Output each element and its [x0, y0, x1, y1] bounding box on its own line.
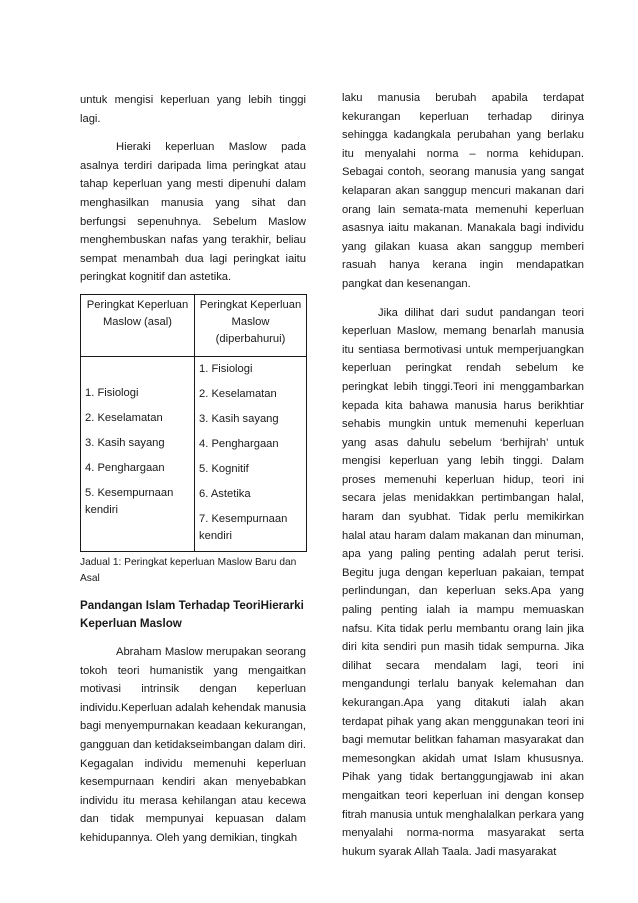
paragraph-perspective: Jika dilihat dari sudut pandangan teori keperluan Maslow, memang benarlah manusia itu sentiasa bermotivasi untuk memperjuangkan keperluan peringkat rendah sebelum ke peringkat lebih tinggi.Teori ini menggambarkan kepada kita bahawa manusia harus berikhtiar sehabis mungkin untuk memenuhi keperluan yang asas dahulu sebelum ‘berhijrah’ untuk mengisi keperluan yang lebih tinggi. Dalam proses memenuhi keperluan hidup, teori ini secara jelas menidakkan pertimbangan halal, haram dan syubhat. Tidak perlu memikirkan halal atau haram dalam makanan dan minuman, apa yang paling penting adalah perut terisi. Begitu juga dengan keperluan pakaian, tempat perlindungan, dan keperluan seks.Apa yang paling penting ialah ia mampu memuaskan nafsu. Kita tidak perlu membantu orang lain jika diri kita sendiri pun masih tidak sempurna. Jika dilihat secara mendalam lagi, teori ini mengandungi terlalu banyak kelemahan dan kekurangan.Apa yang ditakuti ialah akan terdapat pihak yang akan menggunakan teori ini bagi memutar belitkan fahaman masyarakat dan memesongkan akidah umat Islam khususnya. Pihak yang tidak bertanggungjawab ini akan mengaitkan teori keperluan ini dengan konsep fitrah manusia untuk menghalalkan perkara yang menyalahi norma-norma masyarakat serta hukum syarak Allah Taala. Jadi masyarakat — [342, 306, 584, 858]
paragraph-abraham-maslow: Abraham Maslow merupakan seorang tokoh teori humanistik yang mengaitkan motivasi intrinsik dengan keperluan individu.Keperluan adalah kehendak manusia bagi menyempurnakan keadaan kekurangan, gangguan dan ketidakseimbangan dalam diri. Kegagalan individu memenuhi keperluan kesempurnaan kendiri akan menyebabkan individu itu merasa kehilangan atau kecewa dan tidak mempunyai kepuasan dalam kehidupannya. Oleh yang demikian, tingkah — [80, 645, 306, 844]
maslow-table — [80, 294, 307, 552]
section-heading: Pandangan Islam Terhadap TeoriHierarki Keperluan Maslow — [80, 598, 304, 630]
list-item: 7. Kesempurnaan kendiri — [199, 512, 288, 542]
list-item: 2. Keselamatan — [199, 387, 277, 400]
list-item: 3. Kasih sayang — [199, 412, 279, 425]
list-item: 6. Astetika — [199, 487, 251, 500]
list-item: 1. Fisiologi — [85, 386, 139, 399]
list-item: 4. Penghargaan — [85, 461, 165, 474]
table-caption: Jadual 1: Peringkat keperluan Maslow Baru dan Asal — [80, 556, 297, 584]
paragraph-hierarchy: Hieraki keperluan Maslow pada asalnya terdiri daripada lima peringkat atau tahap keperluan yang mesti dipenuhi dalam menghasilkan manusia yang sihat dan berfungsi sepenuhnya. Sebelum Maslow menghembuskan nafas yang terakhir, beliau sempat menambah dua lagi peringkat iaitu peringkat kognitif dan astetika. — [80, 141, 306, 284]
list-item: 4. Penghargaan — [199, 437, 279, 450]
right-column — [342, 89, 584, 861]
table-header-revised: Peringkat Keperluan Maslow (diperbahurui) — [195, 294, 307, 356]
list-item: 5. Kesempurnaan kendiri — [85, 486, 174, 516]
list-item: 1. Fisiologi — [199, 362, 253, 375]
list-item: 3. Kasih sayang — [85, 436, 165, 449]
table-row — [81, 356, 307, 551]
paragraph-continuation: untuk mengisi keperluan yang lebih tinggi lagi. — [80, 94, 306, 125]
left-column — [80, 91, 306, 847]
list-item: 2. Keselamatan — [85, 411, 163, 424]
paragraph-behaviour: laku manusia berubah apabila terdapat kekurangan keperluan terhadap dirinya sehingga kadangkala perubahan yang berlaku itu menyalahi norma – norma kehidupan. Sebagai contoh, seorang manusia yang sangat kelaparan akan sanggup mencuri makanan dari orang lain semata-mata memenuhi keperluan asasnya iaitu makanan. Manakala bagi individu yang gilakan kuasa akan sanggup memberi rasuah hanya kerana ingin mendapatkan pangkat dan kesenangan. — [342, 92, 584, 290]
table-header-row — [81, 294, 307, 356]
list-item: 5. Kognitif — [199, 462, 249, 475]
table-cell-original-levels — [81, 356, 195, 551]
table-cell-revised-levels — [195, 356, 307, 551]
table-header-original: Peringkat Keperluan Maslow (asal) — [81, 294, 195, 356]
